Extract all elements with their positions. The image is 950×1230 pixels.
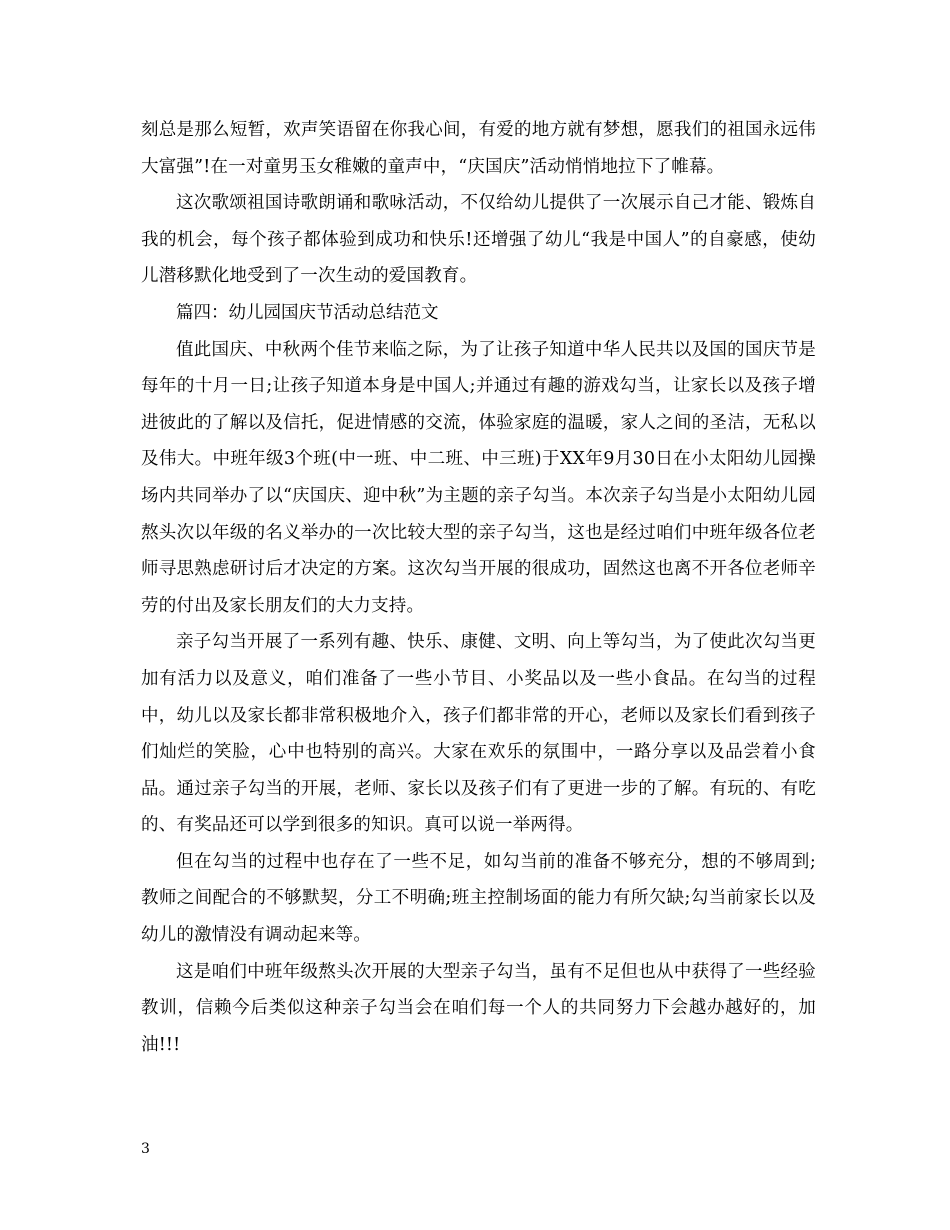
paragraph-introduction: 值此国庆、中秋两个佳节来临之际，为了让孩子知道中华人民共以及国的国庆节是每年的十月一日;让孩子知道本身是中国人;并通过有趣的游戏勾当，让家长以及孩子增进彼此的了解以及信托，促进情感的交流，体验家庭的温暖，家人之间的圣洁，无私以及伟大。中班年级3个班(中一班、中二班、中三班)于XX年9月30日在小太阳幼儿园操场内共同举办了以“庆国庆、迎中秋”为主题的亲子勾当。本次亲子勾当是小太阳幼儿园熬头次以年级的名义举办的一次比较大型的亲子勾当，这也是经过咱们中班年级各位老师寻思熟虑研讨后才决定的方案。这次勾当开展的很成功，固然这也离不开各位老师辛劳的付出及家长朋友们的大力支持。 <box>141 339 816 616</box>
paragraph-activity-summary: 这次歌颂祖国诗歌朗诵和歌咏活动，不仅给幼儿提供了一次展示自己才能、锻炼自我的机会，每个孩子都体验到成功和快乐!还增强了幼儿“我是中国人”的自豪感，使幼儿潜移默化地受到了一次生动的爱国教育。 <box>141 193 816 287</box>
paragraph-conclusion: 这是咱们中班年级熬头次开展的大型亲子勾当，虽有不足但也从中获得了一些经验教训，信赖今后类似这种亲子勾当会在咱们每一个人的共同努力下会越办越好的，加油!!! <box>141 961 816 1055</box>
document-body <box>141 112 816 1063</box>
paragraph-activities: 亲子勾当开展了一系列有趣、快乐、康健、文明、向上等勾当，为了使此次勾当更加有活力以及意义，咱们准备了一些小节目、小奖品以及一些小食品。在勾当的过程中，幼儿以及家长都非常积极地介入，孩子们都非常的开心，老师以及家长们看到孩子们灿烂的笑脸，心中也特别的高兴。大家在欢乐的氛围中，一路分享以及品尝着小食品。通过亲子勾当的开展，老师、家长以及孩子们有了更进一步的了解。有玩的、有吃的、有奖品还可以学到很多的知识。真可以说一举两得。 <box>141 632 816 836</box>
paragraph-continuation: 刻总是那么短暂，欢声笑语留在你我心间，有爱的地方就有梦想，愿我们的祖国永远伟大富强”!在一对童男玉女稚嫩的童声中，“庆国庆”活动悄悄地拉下了帷幕。 <box>141 120 816 177</box>
paragraph-shortcomings: 但在勾当的过程中也存在了一些不足，如勾当前的准备不够充分，想的不够周到;教师之间配合的不够默契，分工不明确;班主控制场面的能力有所欠缺;勾当前家长以及幼儿的激情没有调动起来等。 <box>141 851 816 946</box>
section-heading: 篇四：幼儿园国庆节活动总结范文 <box>176 302 439 323</box>
page-number: 3 <box>141 1141 150 1157</box>
